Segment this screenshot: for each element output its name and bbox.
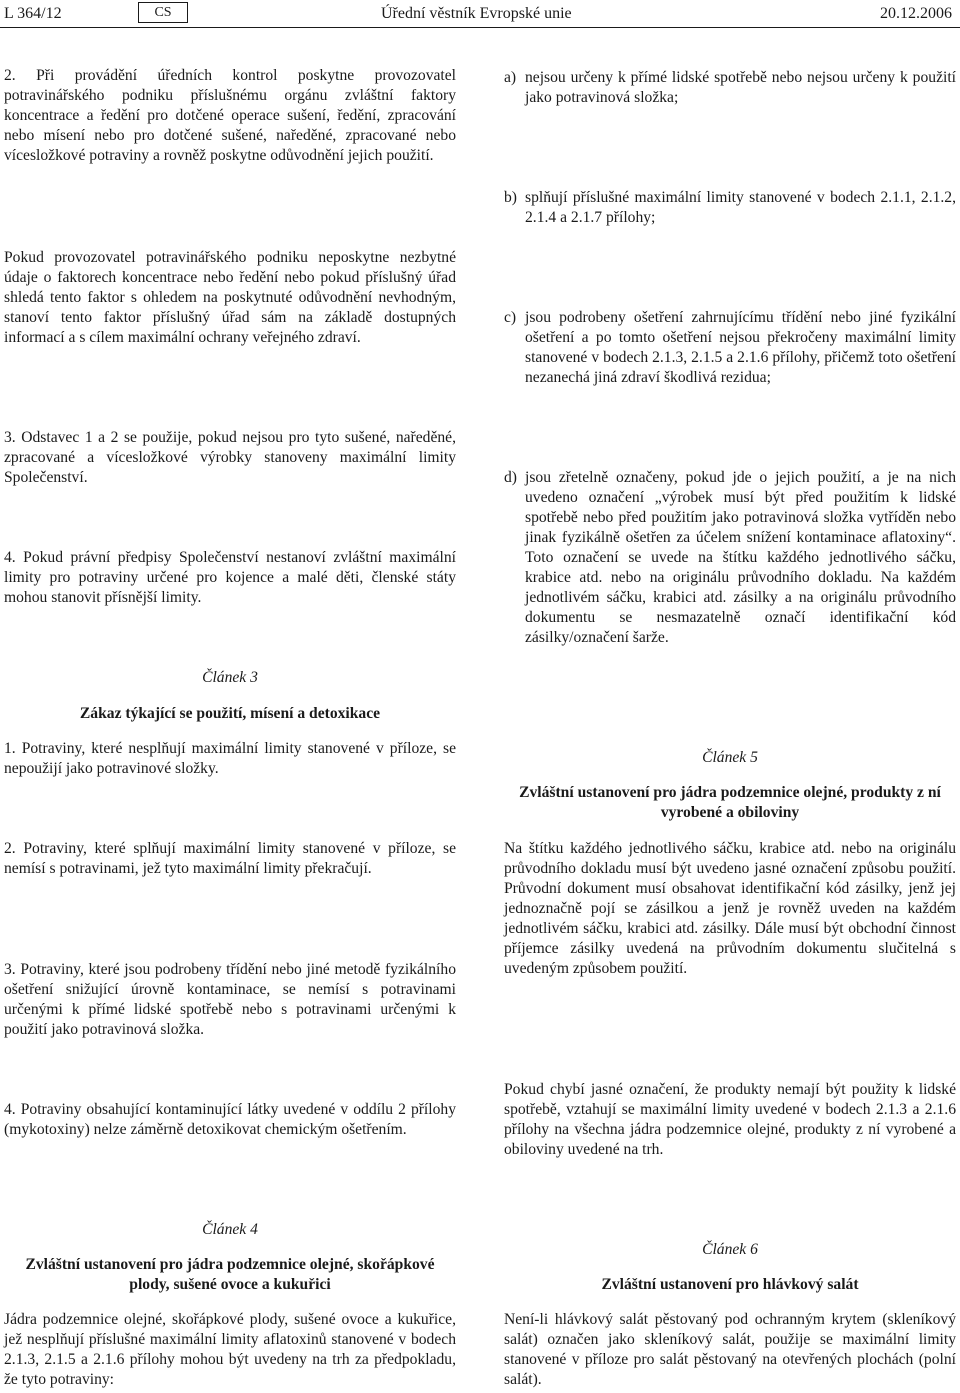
page-header: [4, 2, 956, 26]
article-4-para-1: Jádra podzemnice olejné, skořápkové plody, sušené ovoce a kukuřice, jež nesplňují příslušné maximální limity aflatoxinů stanovené v bodech 2.1.3, 2.1.5 a 2.1.6 přílohy mohou být uvedeny na trh za předpokladu, že tyto potraviny:: [4, 1311, 456, 1388]
article-5-para-1: Na štítku každého jednotlivého sáčku, krabice atd. nebo na originálu průvodního dokladu musí být uvedeno jasné označení způsobu použití. Průvodní dokument musí obsahovat identifikační kód zásilky, jenž jej jednoznačně pojí se zásilkou a jenž je rovněž uveden na každém jednotlivém sáčku, krabici atd. zásilky. Dále musí být obchodní činnost příjemce zásilky uvedená na průvodním dokumentu slučitelná s uvedeným způsobem použití.: [504, 840, 956, 977]
article-4-label: Článek 4: [202, 1221, 258, 1238]
article-3-label: Článek 3: [202, 669, 258, 686]
article-3-title: Zákaz týkající se použití, mísení a detoxikace: [79, 705, 381, 722]
list-item-b: [504, 188, 956, 228]
list-text-c: jsou podrobeny ošetření zahrnujícímu třídění nebo jiné fyzikální ošetření a po tomto ošetření nejsou překročeny maximální limity stanovené v bodech 2.1.3, 2.1.5 a 2.1.6 přílohy, přičemž toto ošetření nezanechá jiná zdraví škodlivá rezidua;: [525, 309, 956, 386]
list-item-a: [504, 68, 956, 108]
journal-title: Úřední věstník Evropské unie: [381, 5, 572, 22]
list-label-b: b): [504, 189, 517, 206]
article-6-label: Článek 6: [702, 1241, 758, 1258]
article-5-para-2: Pokud chybí jasné označení, že produkty nemají být použity k lidské spotřebě, vztahují se maximální limity uvedené v bodech 2.1.3 a 2.1.6 přílohy na všechna jádra podzemnice olejné, produkty z ní vyrobené a obiloviny uvedené na trh.: [504, 1081, 956, 1158]
paragraph-2b: Pokud provozovatel potravinářského podniku neposkytne nezbytné údaje o faktorech koncentrace nebo ředění nebo pokud příslušný úřad shledá tento faktor s ohledem na poskytnuté odůvodnění nevhodným, stanoví tento faktor příslušný úřad sám na základě dostupných informací a s cílem maximální ochrany veřejného zdraví.: [4, 249, 456, 346]
article-5-label: Článek 5: [702, 749, 758, 766]
header-rule: [0, 27, 960, 28]
article-3-para-2: 2. Potraviny, které splňují maximální limity stanovené v příloze, se nemísí s potravinami, jež tyto maximální limity překračují.: [4, 840, 456, 877]
article-6-para-1: Není-li hlávkový salát pěstovaný pod ochranným krytem (skleníkový salát) označen jako skleníkový salát, použije se maximální limity stanovené v příloze pro salát pěstovaný na otevřených plochách (polní salát).: [504, 1311, 956, 1388]
article-3-para-1: 1. Potraviny, které nesplňují maximální limity stanovené v příloze, se nepoužijí jako potravinové složky.: [4, 740, 456, 777]
article-3-para-3: 3. Potraviny, které jsou podrobeny třídění nebo jiné metodě fyzikálního ošetření snižující úrovně kontaminace, se nemísí s potravinami určenými k přímé lidské spotřebě nebo s potravinami určenými k použití jako potravinová složka.: [4, 961, 456, 1038]
list-item-d: [504, 468, 956, 648]
article-3-para-4: 4. Potraviny obsahující kontaminující látky uvedené v oddílu 2 přílohy (mykotoxiny) nelze záměrně detoxikovat chemickým ošetřením.: [4, 1101, 456, 1138]
paragraph-4: 4. Pokud právní předpisy Společenství nestanoví zvláštní maximální limity pro potraviny určené pro kojence a malé děti, členské státy mohou stanovit přísnější limity.: [4, 549, 456, 606]
list-text-d: jsou zřetelně označeny, pokud jde o jejich použití, a je na nich uvedeno označení „výrobek musí být před použitím k lidské spotřebě nebo před použitím jako potravinová složka vytříděn nebo jinak fyzikálně ošetřen za účelem snížení kontaminace aflatoxiny“. Toto označení se uvede na štítku každého jednotlivého sáčku, krabice atd. nebo na originálu průvodního dokladu. Na každém jednotlivém sáčku, krabici atd. zásilky a na originálu průvodního dokumentu se nesmazatelně označí identifikační kód zásilky/označení šarže.: [525, 469, 956, 646]
article-6-title: Zvláštní ustanovení pro hlávkový salát: [601, 1276, 859, 1293]
list-text-a: nejsou určeny k přímé lidské spotřebě nebo nejsou určeny k použití jako potravinová složka;: [525, 69, 956, 106]
list-text-b: splňují příslušné maximální limity stanovené v bodech 2.1.1, 2.1.2, 2.1.4 a 2.1.7 přílohy;: [525, 189, 956, 226]
paragraph-3: 3. Odstavec 1 a 2 se použije, pokud nejsou pro tyto sušené, naředěné, zpracované a vícesložkové výrobky stanoveny maximální limity Společenství.: [4, 429, 456, 486]
article-5-title: Zvláštní ustanovení pro jádra podzemnice olejné, produkty z ní vyrobené a obiloviny: [519, 784, 941, 821]
list-label-d: d): [504, 469, 517, 486]
publication-date: 20.12.2006: [880, 5, 952, 22]
language-badge: CS: [138, 2, 188, 23]
list-label-c: c): [504, 309, 517, 326]
list-label-a: a): [504, 69, 517, 86]
paragraph-2a: 2. Při provádění úředních kontrol poskytne provozovatel potravinářského podniku příslušnému orgánu zvláštní faktory koncentrace a ředění pro dotčené operace sušení, ředění, zpracování nebo mísení nebo pro dotčené sušené, naředěné, zpracované nebo vícesložkové potraviny a rovněž poskytne odůvodnění jejich použití.: [4, 67, 456, 164]
page-reference: L 364/12: [4, 5, 62, 22]
article-4-title: Zvláštní ustanovení pro jádra podzemnice olejné, skořápkové plody, sušené ovoce a kukuřici: [25, 1256, 435, 1293]
list-item-c: [504, 308, 956, 388]
